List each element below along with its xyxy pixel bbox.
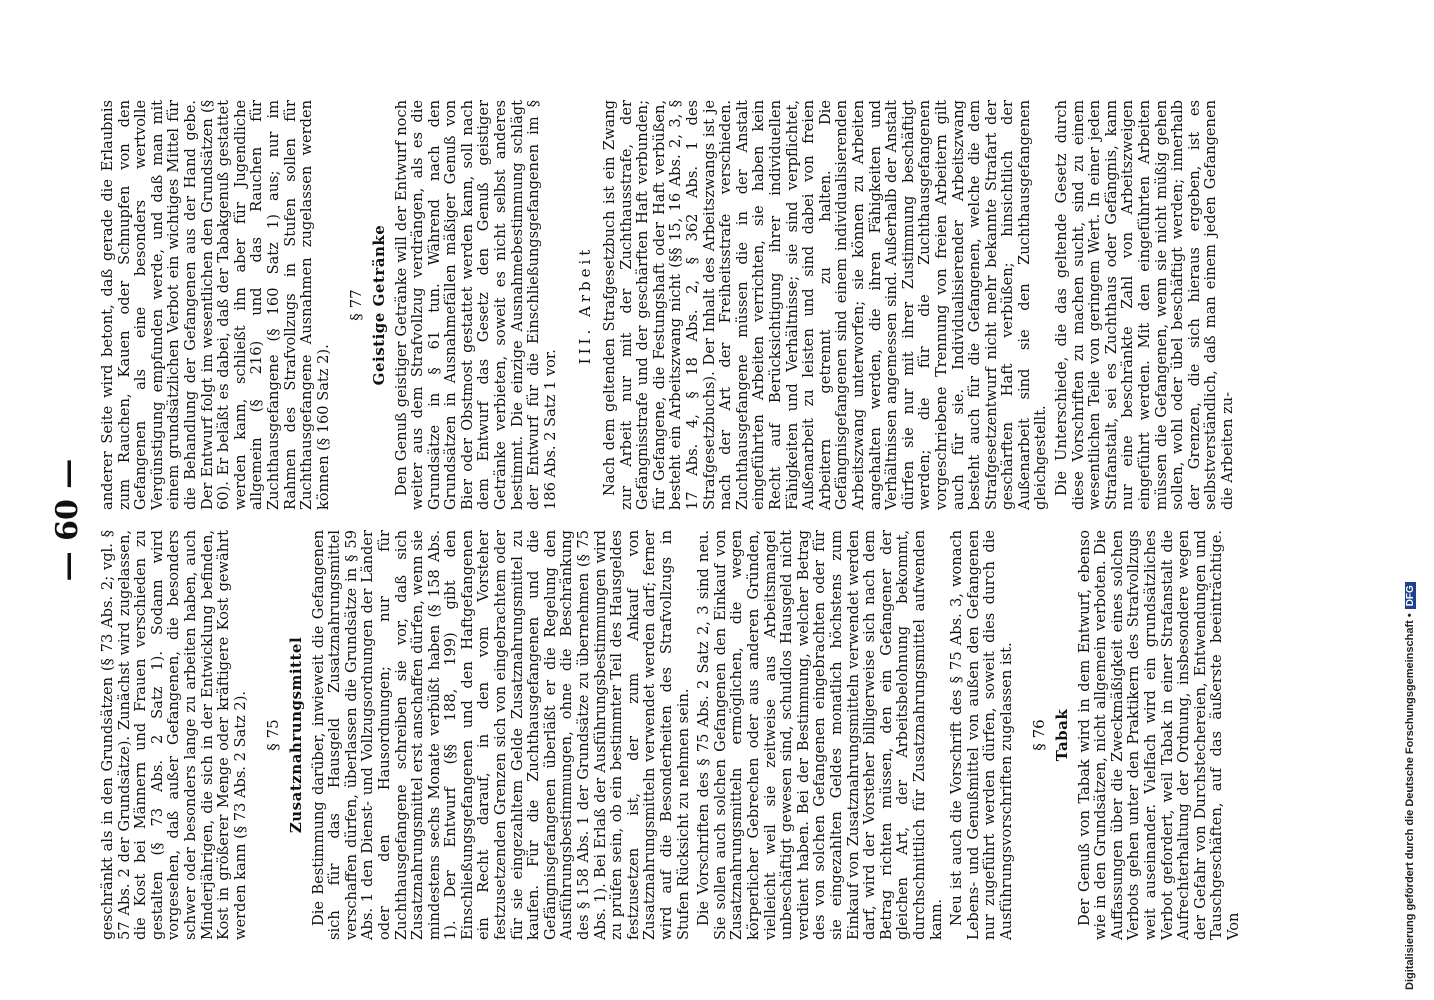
section-number: § 75 bbox=[264, 719, 283, 751]
digitization-credit bbox=[1398, 0, 1434, 1000]
paragraph: Die Unterschiede, die das geltende Gesetz durch diese Vorschriften zu machen sucht, sind zu einem wesentlichen Teile von geringem Wert. In einer jeden Strafanstalt, sei es Zuchthaus oder Gefängnis, kann nur eine beschränkte Zahl von Arbeitszweigen eingeführt werden. Mit den eingeführten Arbeiten müssen die Gefangenen, wenn sie nicht müßig gehen sollen, wohl oder übel beschäftigt werden; innerhalb der Grenzen, die sich hieraus ergeben, ist es selbstverständlich, daß man einem jeden Gefangenen die Arbeiten zu- bbox=[1053, 100, 1236, 510]
section-number: § 77 bbox=[347, 289, 366, 321]
paragraph: Neu ist auch die Vorschrift des § 75 Abs. 3, wonach Lebens- und Genußmittel von außen den Gefangenen nur zugeführt werden dürfen, soweit dies durch die Ausführungsvorschriften zugelassen ist. bbox=[948, 530, 1015, 940]
section-title: Tabak bbox=[1053, 708, 1072, 762]
credit-text: Digitalisierung gefördert durch die Deutsche Forschungsgemeinschaft • bbox=[1404, 613, 1416, 990]
paragraph: geschränkt als in den Grundsätzen (§ 73 Abs. 2; vgl. § 57 Abs. 2 der Grundsätze). Zunächst wird zugelassen, die Kost bei Männern und Frauen verschieden zu gestalten (§ 73 Abs. 2 Satz 1). Sodann wird vorgesehen, daß außer Gefangenen, die besonders schwer oder besonders lange zu arbeiten haben, auch Minderjährigen, die sich in der Entwicklung befinden, Kost in größerer Menge oder kräftigere Kost gewährt werden kann (§ 73 Abs. 2 Satz 2). bbox=[99, 530, 249, 940]
dfg-logo: DFG bbox=[1405, 582, 1416, 609]
paragraph: anderer Seite wird betont, daß gerade die Erlaubnis zum Rauchen, Kauen oder Schnupfen von den Gefangenen als eine besonders wertvolle Vergünstigung empfunden werde, und daß man mit einem grundsätzlichen Verbot ein wichtiges Mittel für die Behandlung der Gefangenen aus der Hand gebe. Der Entwurf folgt im wesentlichen den Grundsätzen (§ 60). Er beläßt es dabei, daß der Tabakgenuß gestattet werden kann, schließt ihn aber für Jugendliche allgemein (§ 216) und das Rauchen für Zuchthausgefangene (§ 160 Satz 1) aus; nur im Rahmen des Strafvollzugs in Stufen sollen für Zuchthausgefangene Ausnahmen zugelassen werden können (§ 160 Satz 2). bbox=[99, 100, 332, 510]
digitization-credit-text bbox=[1404, 0, 1416, 990]
paragraph: Nach dem geltenden Strafgesetzbuch ist ein Zwang zur Arbeit nur mit der Zuchthausstrafe, der Gefängnisstrafe und der geschärften Haft verbunden; für Gefangene, die Festungshaft oder Haft verbüßen, besteht ein Arbeitszwang nicht (§§ 15, 16 Abs. 2, 3, § 17 Abs. 4, § 18 Abs. 2, § 362 Abs. 1 des Strafgesetzbuchs). Der Inhalt des Arbeitszwangs ist je nach der Art der Freiheitsstrafe verschieden. Zuchthausgefangene müssen die in der Anstalt eingeführten Arbeiten verrichten, sie haben kein Recht auf Berücksichtigung ihrer individuellen Fähigkeiten und Verhältnisse; sie sind verpflichtet, Außenarbeit zu leisten und sind dabei von freien Arbeitern getrennt zu halten. Die Gefängnisgefangenen sind einem individualisierenden Arbeitszwang unterworfen; sie können zu Arbeiten angehalten werden, die ihren Fähigkeiten und Verhältnissen angemessen sind. Außerhalb der Anstalt dürfen sie nur mit ihrer Zustimmung beschäftigt werden; die für die Zuchthausgefangenen vorgeschriebene Trennung von freien Arbeitern gilt auch für sie. Individualisierender Arbeitszwang besteht auch für die Gefangenen, welche die dem Strafgesetzentwurf nicht mehr bekannte Strafart der geschärften Haft verbüßen; hinsichtlich der Außenarbeit sind sie den Zuchthausgefangenen gleichgestellt. bbox=[601, 100, 1050, 510]
rotated-page-content bbox=[0, 60, 1370, 980]
paragraph: Die Bestimmung darüber, inwieweit die Gefangenen sich für das Hausgeld Zusatznahrungsmittel verschaffen dürfen, überlassen die Grundsätze in § 59 Abs. 1 den Dienst- und Vollzugsordnungen der Länder oder den Hausordnungen; nur für Zuchthausgefangene schreiben sie vor, daß sich Zusatznahrungsmittel erst anschaffen dürfen, wenn sie mindestens sechs Monate verbüßt haben (§ 158 Abs. 1). Der Entwurf (§§ 188, 199) gibt den Einschließungsgefangenen und den Haftgefangenen ein Recht darauf, in den vom Vorsteher festzusetzenden Grenzen sich von eingebrachtem oder für sie eingezahltem Gelde Zusatznahrungsmittel zu kaufen. Für die Zuchthausgefangenen und die Gefängnisgefangenen überläßt er die Regelung den Ausführungsbestimmungen, ohne die Beschränkung des § 158 Abs. 1 der Grundsätze zu übernehmen (§ 75 Abs. 1). Bei Erlaß der Ausführungsbestimmungen wird zu prüfen sein, ob ein bestimmter Teil des Hausgeldes festzusetzen ist, der zum Ankauf von Zusatznahrungsmitteln verwendet werden darf; ferner wird auf die Besonderheiten des Strafvollzugs in Stufen Rücksicht zu nehmen sein. bbox=[309, 530, 692, 940]
section-number: § 76 bbox=[1030, 719, 1049, 751]
page-number: — 60 — bbox=[50, 458, 85, 582]
paragraph: Den Genuß geistiger Getränke will der Entwurf noch weiter aus dem Strafvollzug verdrängen, als es die Grundsätze in § 61 tun. Während nach den Grundsätzen in Ausnahmefällen mäßiger Genuß von Bier oder Obstmost gestattet werden kann, soll nach dem Entwurf das Gesetz den Genuß geistiger Getränke verbieten, soweit es nicht selbst anderes bestimmt. Die einzige Ausnahmebestimmung schlägt der Entwurf für die Einschließungsgefangenen im § 186 Abs. 2 Satz 1 vor. bbox=[392, 100, 559, 510]
right-column bbox=[100, 100, 1241, 510]
part-heading: III. Arbeit bbox=[576, 245, 595, 365]
section-title: Zusatznahrungsmittel bbox=[286, 636, 305, 834]
left-column bbox=[100, 530, 1247, 940]
section-title: Geistige Getränke bbox=[369, 224, 388, 386]
paragraph: Die Vorschriften des § 75 Abs. 2 Satz 2, 3 sind neu. Sie sollen auch solchen Gefangenen den Einkauf von Zusatznahrungsmitteln ermöglichen, die wegen körperlicher Gebrechen oder aus anderen Gründen, vielleicht weil sie zeitweise aus Arbeitsmangel unbeschäftigt gewesen sind, schuldlos Hausgeld nicht verdient haben. Bei der Bestimmung, welcher Betrag des von solchen Gefangenen eingebrachten oder für sie eingezahlten Geldes monatlich höchstens zum Einkauf von Zusatznahrungsmitteln verwendet werden darf, wird der Vorsteher billigerweise sich nach dem Betrag richten müssen, den ein Gefangener der gleichen Art, der Arbeitsbelohnung bekommt, durchschnittlich für Zusatznahrungsmittel aufwenden kann. bbox=[695, 530, 945, 940]
paragraph: Der Genuß von Tabak wird in dem Entwurf, ebenso wie in den Grundsätzen, nicht allgemein verboten. Die Auffassungen über die Zweckmäßigkeit eines solchen Verbots gehen unter den Praktikern des Strafvollzugs weit auseinander. Vielfach wird ein grundsätzliches Verbot gefordert, weil Tabak in einer Strafanstalt die Aufrechterhaltung der Ordnung, insbesondere wegen der Gefahr von Durchstechereien, Entwendungen und Tauschgeschäften, auf das äußerste beeinträchtige. Von bbox=[1075, 530, 1242, 940]
